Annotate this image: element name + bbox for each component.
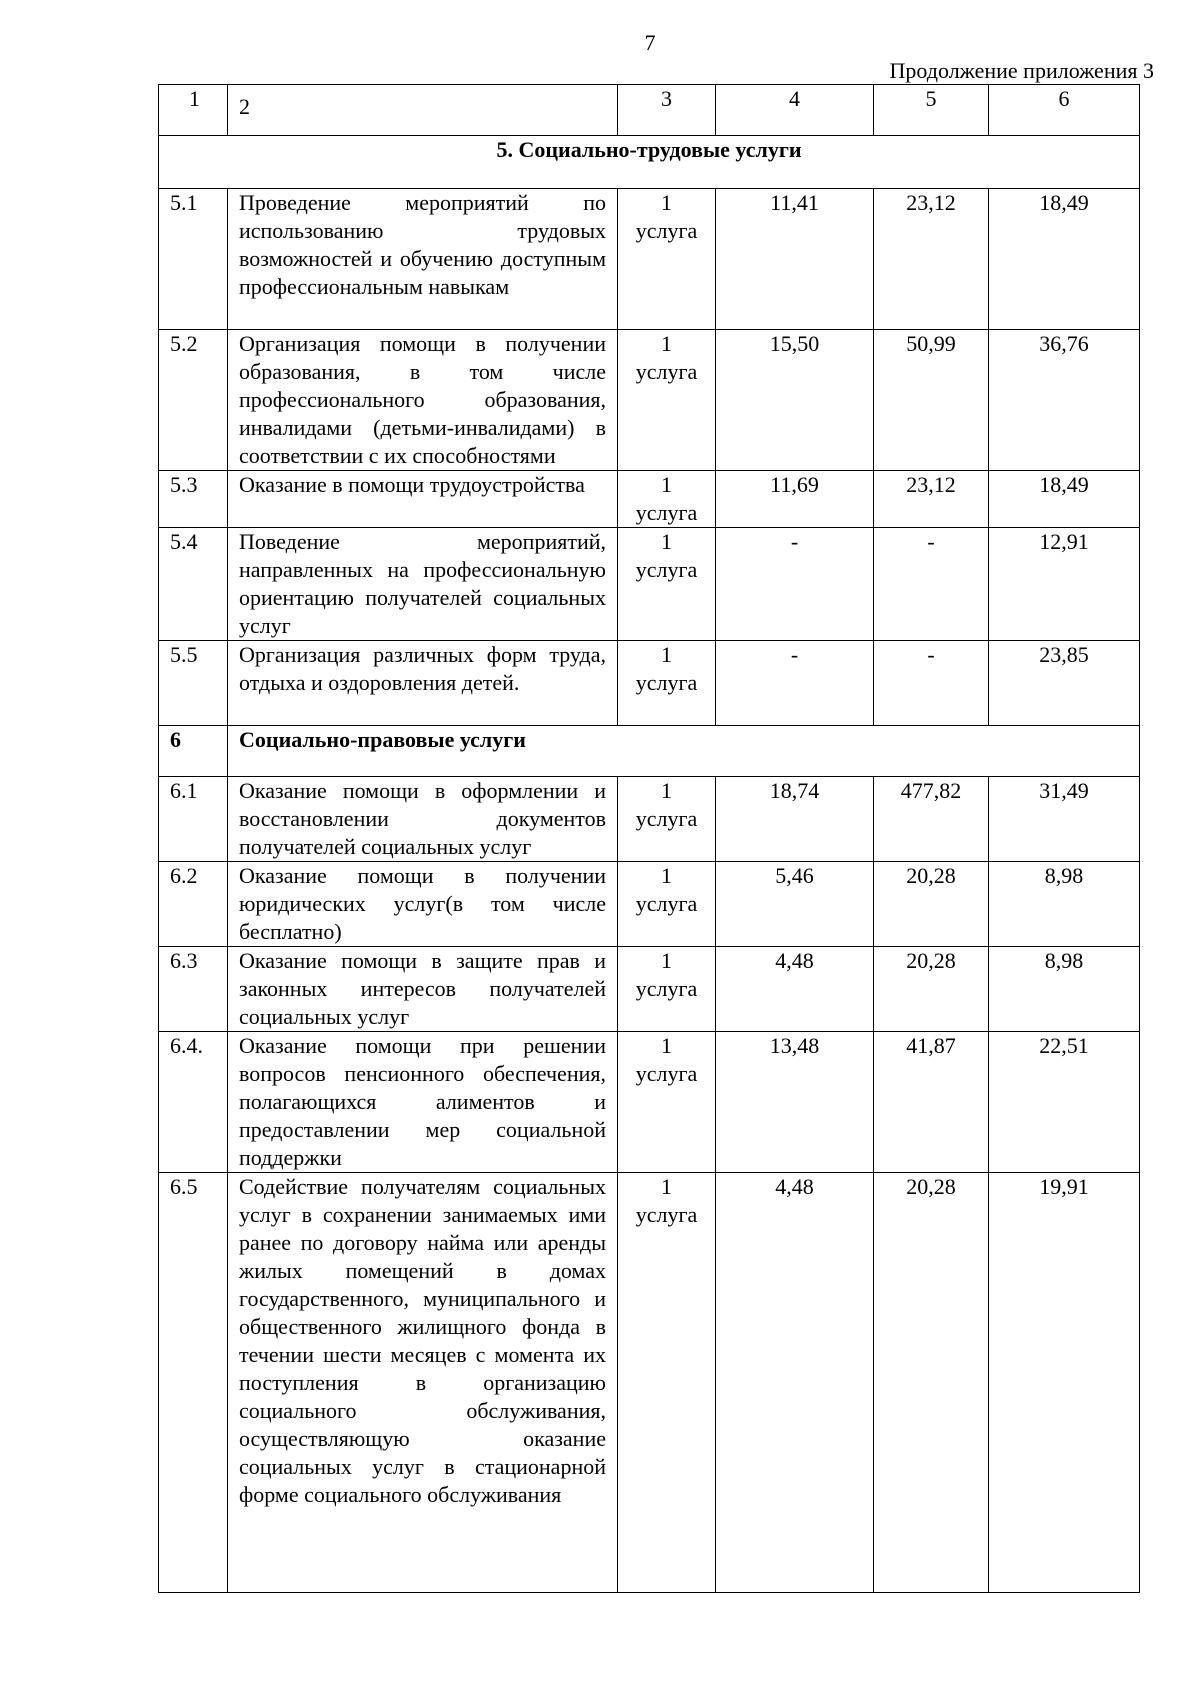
service-unit: 1 услуга	[618, 1032, 716, 1173]
header-col-5: 5	[874, 85, 989, 136]
table-row	[159, 947, 1140, 1032]
value-col-4: 15,50	[716, 330, 874, 471]
table-row	[159, 1173, 1140, 1593]
section-header-row	[159, 726, 1140, 777]
table-row	[159, 777, 1140, 862]
header-col-2: 2	[228, 85, 618, 136]
table-row	[159, 641, 1140, 726]
service-unit: 1 услуга	[618, 947, 716, 1032]
service-unit: 1 услуга	[618, 189, 716, 330]
service-name: Организация помощи в получении образования, в том числе профессионального образования, инвалидами (детьми-инвалидами) в соответствии с их способностями	[228, 330, 618, 471]
value-col-4: -	[716, 641, 874, 726]
header-col-3: 3	[618, 85, 716, 136]
value-col-5: -	[874, 641, 989, 726]
service-name: Оказание помощи в оформлении и восстановлении документов получателей социальных услуг	[228, 777, 618, 862]
table-row	[159, 1032, 1140, 1173]
row-number: 5.1	[159, 189, 228, 330]
table-row	[159, 189, 1140, 330]
appendix-note: Продолжение приложения 3	[889, 58, 1154, 83]
value-col-5: -	[874, 528, 989, 641]
row-number: 5.4	[159, 528, 228, 641]
row-number: 6.1	[159, 777, 228, 862]
row-number: 5.3	[159, 471, 228, 528]
service-name: Оказание помощи при решении вопросов пенсионного обеспечения, полагающихся алиментов и предоставлении мер социальной поддержки	[228, 1032, 618, 1173]
header-col-1: 1	[159, 85, 228, 136]
service-unit: 1 услуга	[618, 777, 716, 862]
value-col-6: 23,85	[989, 641, 1140, 726]
value-col-4: 11,69	[716, 471, 874, 528]
header-col-6: 6	[989, 85, 1140, 136]
value-col-6: 36,76	[989, 330, 1140, 471]
value-col-4: 11,41	[716, 189, 874, 330]
service-name: Организация различных форм труда, отдыха и оздоровления детей.	[228, 641, 618, 726]
value-col-4: 18,74	[716, 777, 874, 862]
services-table	[158, 84, 1140, 1593]
value-col-4: 13,48	[716, 1032, 874, 1173]
header-col-4: 4	[716, 85, 874, 136]
header-row	[159, 85, 1140, 136]
value-col-6: 31,49	[989, 777, 1140, 862]
service-unit: 1 услуга	[618, 1173, 716, 1593]
value-col-6: 19,91	[989, 1173, 1140, 1593]
value-col-4: -	[716, 528, 874, 641]
service-unit: 1 услуга	[618, 862, 716, 947]
section-5-title: 5. Социально-трудовые услуги	[159, 136, 1140, 189]
table-row	[159, 471, 1140, 528]
section-6-number: 6	[159, 726, 228, 777]
value-col-5: 477,82	[874, 777, 989, 862]
row-number: 6.5	[159, 1173, 228, 1593]
value-col-5: 23,12	[874, 471, 989, 528]
row-number: 5.2	[159, 330, 228, 471]
value-col-6: 18,49	[989, 189, 1140, 330]
value-col-6: 8,98	[989, 862, 1140, 947]
row-number: 5.5	[159, 641, 228, 726]
section-header-row	[159, 136, 1140, 189]
value-col-6: 22,51	[989, 1032, 1140, 1173]
value-col-4: 5,46	[716, 862, 874, 947]
service-unit: 1 услуга	[618, 330, 716, 471]
value-col-4: 4,48	[716, 1173, 874, 1593]
value-col-5: 23,12	[874, 189, 989, 330]
page-number: 7	[644, 30, 656, 55]
value-col-5: 20,28	[874, 1173, 989, 1593]
table-row	[159, 330, 1140, 471]
service-name: Поведение мероприятий, направленных на профессиональную ориентацию получателей социальных услуг	[228, 528, 618, 641]
service-unit: 1 услуга	[618, 528, 716, 641]
service-unit: 1 услуга	[618, 471, 716, 528]
table-row	[159, 528, 1140, 641]
service-name: Оказание помощи в получении юридических услуг(в том числе бесплатно)	[228, 862, 618, 947]
row-number: 6.3	[159, 947, 228, 1032]
row-number: 6.2	[159, 862, 228, 947]
section-6-title: Социально-правовые услуги	[228, 726, 1140, 777]
service-name: Оказание помощи в защите прав и законных интересов получателей социальных услуг	[228, 947, 618, 1032]
value-col-6: 18,49	[989, 471, 1140, 528]
service-unit: 1 услуга	[618, 641, 716, 726]
service-name: Проведение мероприятий по использованию трудовых возможностей и обучению доступным профессиональным навыкам	[228, 189, 618, 330]
row-number: 6.4.	[159, 1032, 228, 1173]
value-col-6: 8,98	[989, 947, 1140, 1032]
value-col-4: 4,48	[716, 947, 874, 1032]
value-col-5: 41,87	[874, 1032, 989, 1173]
service-name: Содействие получателям социальных услуг в сохранении занимаемых ими ранее по договору найма или аренды жилых помещений в домах государственного, муниципального и общественного жилищного фонда в течении шести месяцев с момента их поступления в организацию социального обслуживания, осуществляющую оказание социальных услуг в стационарной форме социального обслуживания	[228, 1173, 618, 1593]
value-col-5: 20,28	[874, 947, 989, 1032]
value-col-6: 12,91	[989, 528, 1140, 641]
service-name: Оказание в помощи трудоустройства	[228, 471, 618, 528]
value-col-5: 50,99	[874, 330, 989, 471]
value-col-5: 20,28	[874, 862, 989, 947]
table-row	[159, 862, 1140, 947]
